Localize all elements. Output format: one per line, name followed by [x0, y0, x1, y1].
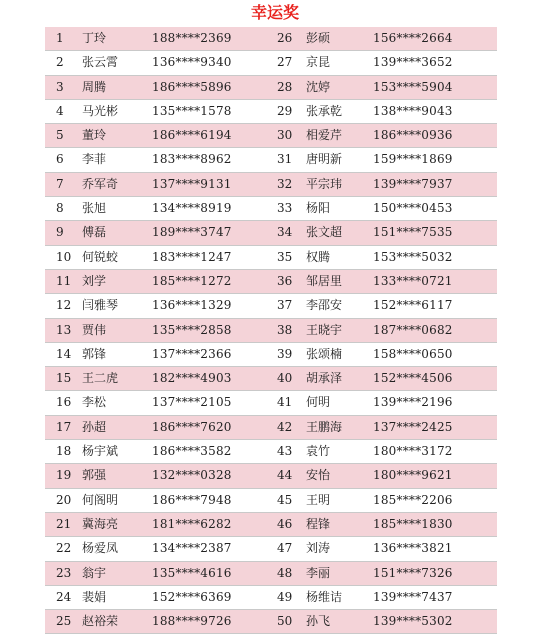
table-row: [45, 173, 497, 197]
winner-phone: 152****6117: [373, 298, 453, 313]
winner-phone: 185****1830: [373, 516, 453, 531]
winner-name: 张颂楠: [306, 346, 343, 361]
winner-phone: 134****8919: [152, 201, 232, 216]
winner-phone: 186****7948: [152, 492, 232, 507]
winner-name: 张云霄: [82, 55, 119, 70]
winner-number: 20: [56, 492, 72, 507]
winner-phone: 139****3652: [373, 55, 453, 70]
winner-phone: 158****0650: [373, 346, 453, 361]
winner-name: 裴娟: [82, 589, 107, 604]
winner-number: 5: [56, 128, 64, 143]
winner-number: 15: [56, 371, 72, 386]
winner-name: 闫雅琴: [82, 298, 119, 313]
winner-phone: 188****2369: [152, 31, 232, 45]
winner-phone: 186****6194: [152, 128, 232, 143]
table-row: [45, 464, 497, 488]
table-row: [45, 270, 497, 294]
winner-number: 14: [56, 346, 72, 361]
winner-name: 乔军奇: [82, 176, 119, 191]
winner-number: 11: [56, 273, 72, 288]
winner-name: 邹居里: [306, 273, 343, 288]
winner-number: 13: [56, 322, 72, 337]
winner-number: 21: [56, 516, 72, 531]
winner-name: 李菲: [82, 152, 107, 167]
winner-phone: 136****3821: [373, 541, 453, 556]
table-row: [45, 76, 497, 100]
winner-number: 48: [277, 565, 293, 580]
winner-phone: 135****4616: [152, 565, 232, 580]
winner-phone: 185****1272: [152, 273, 232, 288]
winner-name: 张承乾: [306, 103, 343, 118]
winner-name: 何锐蛟: [82, 249, 119, 264]
winner-phone: 153****5904: [373, 79, 453, 94]
winner-number: 6: [56, 152, 64, 167]
winner-number: 26: [277, 31, 293, 45]
winner-phone: 135****1578: [152, 103, 232, 118]
winner-name: 郭强: [82, 468, 107, 483]
winner-phone: 135****2858: [152, 322, 232, 337]
winner-number: 17: [56, 419, 72, 434]
winner-name: 何明: [306, 395, 331, 410]
winner-number: 12: [56, 298, 72, 313]
winner-phone: 132****0328: [152, 468, 232, 483]
winner-phone: 151****7326: [373, 565, 453, 580]
table-row: [45, 416, 497, 440]
winner-phone: 180****9621: [373, 468, 453, 483]
winner-number: 24: [56, 589, 72, 604]
winner-number: 44: [277, 468, 293, 483]
winner-number: 9: [56, 225, 64, 240]
winner-number: 19: [56, 468, 72, 483]
table-row: [45, 319, 497, 343]
winner-name: 王明: [306, 492, 331, 507]
winner-number: 50: [277, 614, 293, 629]
winner-number: 32: [277, 176, 293, 191]
winner-number: 43: [277, 444, 293, 459]
table-row: [45, 246, 497, 270]
winner-name: 丁玲: [82, 31, 107, 45]
winner-name: 冀海亮: [82, 516, 119, 531]
winner-name: 张旭: [82, 201, 107, 216]
winner-name: 董玲: [82, 128, 107, 143]
table-row: [45, 586, 497, 610]
winner-name: 贾伟: [82, 322, 107, 337]
winner-number: 38: [277, 322, 293, 337]
winner-number: 36: [277, 273, 293, 288]
winner-name: 马光彬: [82, 103, 119, 118]
winner-phone: 152****6369: [152, 589, 232, 604]
table-row: [45, 100, 497, 124]
winner-phone: 133****0721: [373, 273, 453, 288]
winner-number: 39: [277, 346, 293, 361]
winner-phone: 183****1247: [152, 249, 232, 264]
winner-phone: 137****2105: [152, 395, 232, 410]
winner-number: 7: [56, 176, 64, 191]
winner-phone: 150****0453: [373, 201, 453, 216]
winner-name: 平宗玮: [306, 176, 343, 191]
winner-name: 刘涛: [306, 541, 331, 556]
winner-phone: 136****1329: [152, 298, 232, 313]
winner-phone: 139****5302: [373, 614, 453, 629]
table-row: [45, 513, 497, 537]
winner-name: 张文超: [306, 225, 343, 240]
table-row: [45, 391, 497, 415]
winner-phone: 185****2206: [373, 492, 453, 507]
winner-name: 赵裕荣: [82, 614, 119, 629]
winner-number: 42: [277, 419, 293, 434]
winner-name: 彭硕: [306, 31, 331, 45]
winner-name: 李丽: [306, 565, 331, 580]
winner-phone: 186****3582: [152, 444, 232, 459]
winner-number: 33: [277, 201, 293, 216]
winner-phone: 151****7535: [373, 225, 453, 240]
winner-number: 41: [277, 395, 293, 410]
winner-name: 周腾: [82, 79, 107, 94]
winner-phone: 139****7437: [373, 589, 453, 604]
winner-phone: 186****7620: [152, 419, 232, 434]
winner-name: 杨维诘: [306, 589, 343, 604]
page-title: 幸运奖: [250, 3, 299, 22]
winner-name: 杨爱凤: [82, 541, 119, 556]
winner-phone: 156****2664: [373, 31, 453, 45]
table-row: [45, 562, 497, 586]
winner-phone: 188****9726: [152, 614, 232, 629]
winner-name: 孙超: [82, 419, 107, 434]
winner-number: 46: [277, 516, 293, 531]
winner-phone: 182****4903: [152, 371, 232, 386]
winner-name: 孙飞: [306, 614, 331, 629]
winner-number: 47: [277, 541, 293, 556]
table-row: [45, 148, 497, 172]
table-row: [45, 537, 497, 561]
winner-name: 唐明新: [306, 152, 343, 167]
winner-name: 王鹏海: [306, 419, 343, 434]
winner-name: 王晓宇: [306, 322, 343, 337]
winner-number: 16: [56, 395, 72, 410]
winner-name: 李邵安: [306, 298, 343, 313]
winner-number: 3: [56, 79, 64, 94]
winner-number: 18: [56, 444, 72, 459]
winner-phone: 134****2387: [152, 541, 232, 556]
winner-name: 权腾: [306, 249, 331, 264]
winner-name: 胡承泽: [306, 371, 343, 386]
winner-number: 49: [277, 589, 293, 604]
table-row: [45, 294, 497, 318]
winner-name: 袁竹: [306, 444, 331, 459]
winner-number: 23: [56, 565, 72, 580]
winner-name: 杨宇斌: [82, 444, 119, 459]
winner-phone: 136****9340: [152, 55, 232, 70]
winner-phone: 180****3172: [373, 444, 453, 459]
winner-phone: 137****2425: [373, 419, 453, 434]
winner-phone: 181****6282: [152, 516, 232, 531]
winner-name: 相爱芹: [306, 128, 343, 143]
winner-name: 程锋: [306, 516, 331, 531]
winner-table: [45, 27, 497, 634]
winner-number: 28: [277, 79, 293, 94]
winner-number: 37: [277, 298, 293, 313]
winner-phone: 186****0936: [373, 128, 453, 143]
winner-name: 傅磊: [82, 225, 107, 240]
winner-number: 25: [56, 614, 72, 629]
winner-name: 郭锋: [82, 346, 107, 361]
winner-name: 何阁明: [82, 492, 119, 507]
winner-name: 翁宇: [82, 565, 107, 580]
winner-number: 30: [277, 128, 293, 143]
table-row: [45, 124, 497, 148]
table-row: [45, 489, 497, 513]
winner-number: 2: [56, 55, 64, 70]
winner-phone: 138****9043: [373, 103, 453, 118]
winner-name: 京昆: [306, 55, 331, 70]
winner-name: 王二虎: [82, 371, 119, 386]
winner-phone: 137****9131: [152, 176, 232, 191]
table-row: [45, 197, 497, 221]
winner-phone: 139****7937: [373, 176, 453, 191]
winner-name: 沈婷: [306, 79, 331, 94]
winner-name: 刘学: [82, 273, 107, 288]
winner-name: 李松: [82, 395, 107, 410]
winner-phone: 186****5896: [152, 79, 232, 94]
winner-number: 35: [277, 249, 293, 264]
table-row: [45, 51, 497, 75]
winner-number: 1: [56, 31, 64, 45]
table-row: [45, 610, 497, 634]
table-row: [45, 343, 497, 367]
winner-phone: 187****0682: [373, 322, 453, 337]
table-row: [45, 27, 497, 51]
winner-number: 27: [277, 55, 293, 70]
table-row: [45, 440, 497, 464]
winner-phone: 139****2196: [373, 395, 453, 410]
winner-phone: 137****2366: [152, 346, 232, 361]
winner-phone: 153****5032: [373, 249, 453, 264]
winner-phone: 152****4506: [373, 371, 453, 386]
table-row: [45, 221, 497, 245]
winner-number: 31: [277, 152, 293, 167]
winner-name: 杨阳: [306, 201, 331, 216]
winner-phone: 189****3747: [152, 225, 232, 240]
winner-number: 10: [56, 249, 72, 264]
winner-phone: 159****1869: [373, 152, 453, 167]
winner-number: 4: [56, 103, 64, 118]
winner-number: 45: [277, 492, 293, 507]
winner-number: 34: [277, 225, 293, 240]
table-row: [45, 367, 497, 391]
winner-phone: 183****8962: [152, 152, 232, 167]
winner-number: 8: [56, 201, 64, 216]
winner-number: 22: [56, 541, 72, 556]
winner-number: 40: [277, 371, 293, 386]
winner-number: 29: [277, 103, 293, 118]
winner-name: 安怡: [306, 468, 331, 483]
